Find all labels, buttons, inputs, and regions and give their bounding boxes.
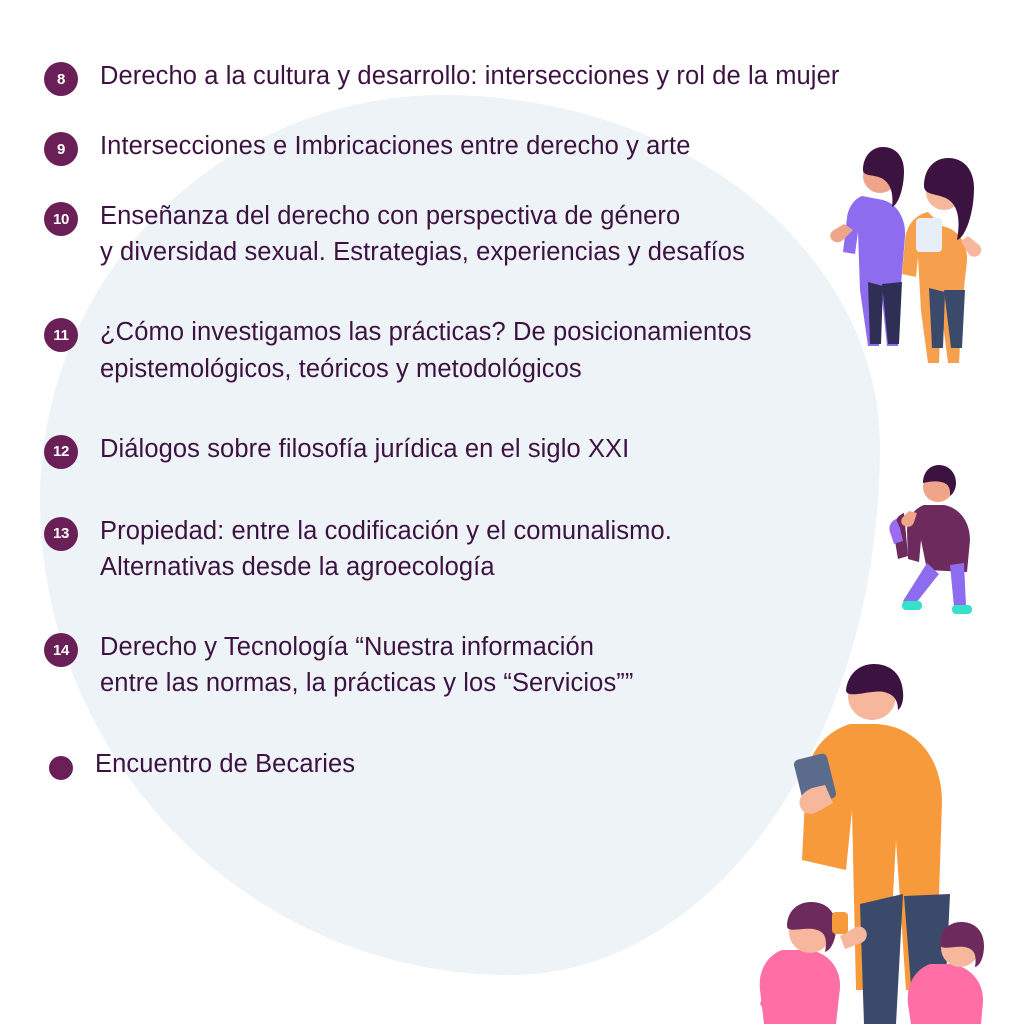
list-item-line: Alternativas desde la agroecología bbox=[100, 553, 495, 582]
list-item-line: y diversidad sexual. Estrategias, experiencias y desafíos bbox=[100, 238, 745, 267]
list-item bbox=[44, 58, 900, 96]
list-item-line: Encuentro de Becaries bbox=[95, 749, 356, 778]
list-item-number: 10 bbox=[44, 202, 78, 236]
list-item-text bbox=[95, 746, 355, 782]
list-item-bullet-dot bbox=[49, 756, 73, 780]
list-item bbox=[44, 513, 900, 585]
list-item bbox=[44, 431, 900, 469]
list-item-number: 8 bbox=[44, 62, 78, 96]
list-item-number: 13 bbox=[44, 517, 78, 551]
list-item bbox=[44, 128, 900, 166]
list-item-text bbox=[100, 198, 745, 270]
list-item-line: Derecho y Tecnología “Nuestra información bbox=[100, 633, 595, 662]
list-item-text bbox=[100, 513, 672, 585]
list-item-number: 14 bbox=[44, 633, 78, 667]
list-item-line: Propiedad: entre la codificación y el comunalismo. bbox=[100, 516, 672, 545]
man-with-tablet-and-children-illustration bbox=[754, 664, 1024, 1024]
list-item-text bbox=[100, 58, 839, 94]
list-item-number: 11 bbox=[44, 318, 78, 352]
list-item-text bbox=[100, 431, 629, 467]
two-women-walking-illustration bbox=[818, 140, 1008, 370]
list-item bbox=[44, 314, 900, 386]
list-item-text bbox=[100, 128, 690, 164]
list-item-line: Intersecciones e Imbricaciones entre derecho y arte bbox=[100, 132, 691, 160]
list-item-number: 12 bbox=[44, 435, 78, 469]
list-item-line: Derecho a la cultura y desarrollo: intersecciones y rol de la mujer bbox=[100, 62, 840, 90]
list-item-line: Diálogos sobre filosofía jurídica en el siglo XXI bbox=[100, 434, 630, 463]
list-item-line: Enseñanza del derecho con perspectiva de género bbox=[100, 202, 681, 230]
list-item bbox=[44, 198, 900, 270]
list-item-line: entre las normas, la prácticas y los “Servicios”” bbox=[100, 669, 634, 698]
list-item-line: epistemológicos, teóricos y metodológicos bbox=[100, 354, 582, 383]
list-item-text bbox=[100, 629, 633, 701]
list-item-text bbox=[100, 314, 752, 386]
person-walking-with-backpack-illustration bbox=[876, 465, 996, 640]
list-item-line: ¿Cómo investigamos las prácticas? De posicionamientos bbox=[100, 318, 752, 347]
list-item-number: 9 bbox=[44, 132, 78, 166]
